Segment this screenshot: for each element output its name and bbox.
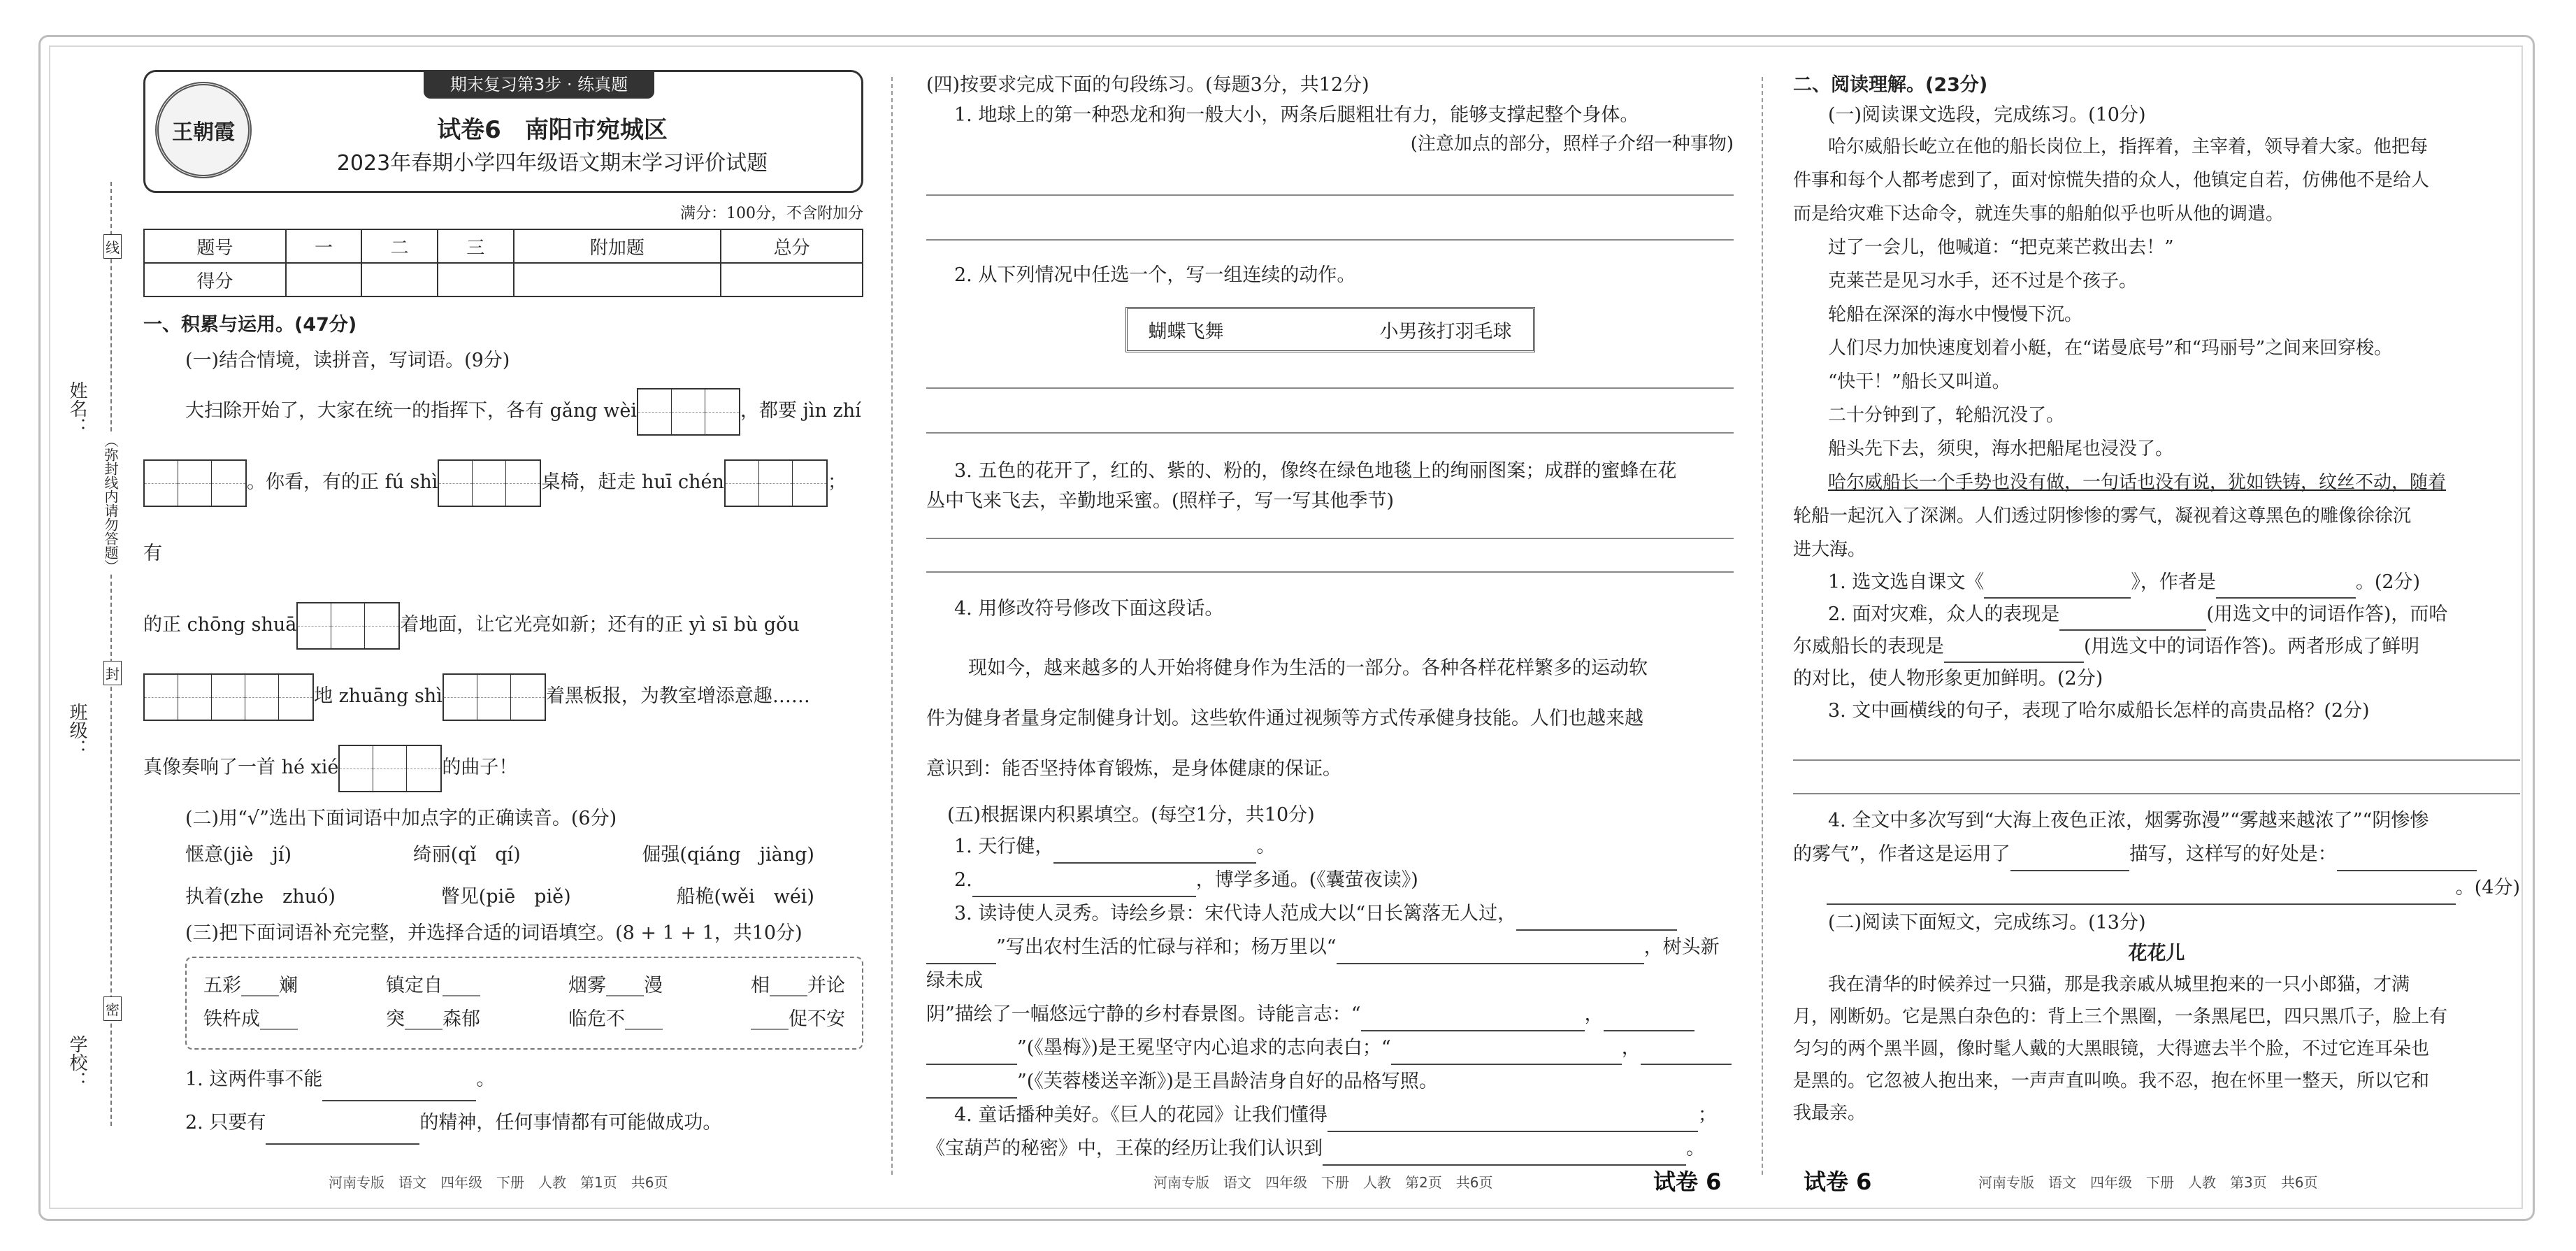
- question-text: 2. 只要有: [185, 1111, 266, 1134]
- part-2-title: (二)用“√”选出下面词语中加点字的正确读音。(6分): [185, 808, 617, 830]
- question-text: ，树头新绿未成: [926, 936, 1720, 992]
- action-options-box: [1125, 307, 1535, 352]
- question-text: 阴”描绘了一幅悠远宁静的乡村春景图。诗能言志：“: [926, 1003, 1361, 1025]
- pinyin-text: 真像奏响了一首 hé xié: [143, 757, 339, 779]
- question-text: (用选文中的词语作答)，而哈: [2206, 603, 2448, 626]
- score-header: 附加题: [514, 229, 721, 263]
- idiom-item[interactable]: ____促不安: [751, 1008, 845, 1031]
- score-header: 三: [438, 229, 514, 263]
- question-text: 。: [1256, 835, 1276, 857]
- question-text: ”写出农村生活的忙碌与祥和；杨万里以“: [996, 936, 1337, 958]
- brand-logo: [155, 82, 252, 178]
- question-text: 尔威船长的表现是: [1793, 636, 1944, 658]
- pinyin-text: 的曲子！: [442, 757, 518, 779]
- q4-1: 1. 地球上的第一种恐龙和狗一般大小，两条后腿粗壮有力，能够支撑起整个身体。: [954, 104, 1639, 127]
- q4-3-line1: 3. 五色的花开了，红的、紫的、粉的，像终在绿色地毯上的绚丽图案；成群的蜜蜂在花: [954, 460, 1677, 482]
- pinyin-text: ，都要 jìn zhí: [740, 400, 861, 422]
- answer-blank[interactable]: [1337, 963, 1644, 964]
- char-grid[interactable]: [296, 602, 400, 650]
- pinyin-text: 的正 chōng shuā: [143, 614, 297, 636]
- option-badminton[interactable]: 小男孩打羽毛球: [1379, 321, 1512, 343]
- question-text: 》，作者是: [2131, 571, 2216, 594]
- passage-line: 我最亲。: [1793, 1102, 1866, 1124]
- question-text: ，: [1621, 1036, 1641, 1059]
- section-2-title: 二、阅读理解。(23分): [1793, 74, 1988, 96]
- side-class-label: 班级：: [66, 703, 87, 757]
- pronunciation-item[interactable]: 绮丽(qǐ qí): [412, 843, 521, 866]
- footer-page-3: 河南专版 语文 四年级 下册 人教 第3页 共6页: [1978, 1174, 2318, 1191]
- reading-1-q3: 3. 文中画横线的句子，表现了哈尔威船长怎样的高贵品格？(2分): [1828, 700, 2370, 722]
- passage-line: 克莱芒是见习水手，还不过是个孩子。: [1828, 271, 2138, 292]
- edit-paragraph: [926, 643, 1734, 794]
- passage-line: 进大海。: [1793, 539, 1866, 561]
- score-cell[interactable]: [721, 263, 863, 296]
- idiom-question-2: [143, 1101, 863, 1145]
- passage-line: 匀匀的两个黑半圆，像时髦人戴的大黑眼镜，大得遮去半个脸，不过它连耳朵也: [1793, 1038, 2430, 1059]
- question-text: 1. 选文选自课文《: [1828, 571, 1985, 594]
- brand-logo-text: 王朝霞: [172, 120, 235, 145]
- q4-2: 2. 从下列情况中任选一个，写一组连续的动作。: [954, 264, 1356, 286]
- question-text: ；: [1697, 1103, 1717, 1126]
- edit-text: 件为健身者量身定制健身计划。这些软件通过视频等方式传承健身技能。人们也越来越: [926, 707, 1643, 729]
- question-text: 的雾气”，作者这是运用了: [1793, 843, 2010, 866]
- reading-2-heading: 花花儿: [2128, 942, 2185, 964]
- score-header: 一: [286, 229, 362, 263]
- score-cell[interactable]: [514, 263, 721, 296]
- exam-subtitle: 2023年春期小学四年级语文期末学习评价试题: [336, 151, 768, 176]
- column-2: [926, 70, 1734, 1168]
- answer-blank[interactable]: [1323, 1164, 1686, 1166]
- reading-1-passage: [1793, 130, 2520, 566]
- score-table: [143, 229, 863, 297]
- answer-blank[interactable]: [1641, 1064, 1732, 1065]
- passage-line: 月，刚断奶。它是黑白杂色的：背上三个黑圈，一条黑尾巴，四只黑爪子，脸上有: [1793, 1006, 2448, 1027]
- answer-line[interactable]: [926, 571, 1734, 573]
- section-1-title: 一、积累与运用。(47分): [143, 314, 357, 336]
- question-text: 的精神，任何事情都有可能做成功。: [419, 1111, 722, 1134]
- fill-q3: [926, 897, 1734, 1099]
- score-cell[interactable]: [361, 263, 438, 296]
- q4-4: 4. 用修改符号修改下面这段话。: [954, 597, 1224, 620]
- reading-1-q4: [1793, 804, 2520, 905]
- passage-line-underlined: 哈尔威船长一个手势也没有做，一句话也没有说，犹如铁铸，纹丝不动，随着: [1828, 472, 2447, 494]
- question-text: ，博学多通。(《囊萤夜读》): [1195, 868, 1418, 891]
- column-divider-1: [891, 77, 893, 1175]
- exam-title: 试卷6 南阳市宛城区: [437, 116, 668, 144]
- question-text: 1. 这两件事不能: [185, 1068, 323, 1090]
- score-cell[interactable]: [438, 263, 514, 296]
- passage-line: 轮船在深深的海水中慢慢下沉。: [1828, 304, 2083, 326]
- reading-1-title: (一)阅读课文选段，完成练习。(10分): [1828, 104, 2146, 127]
- side-feng: 封: [103, 661, 122, 685]
- passage-line: 件事和每个人都考虑到了，面对惊慌失措的众人，他镇定自若，仿佛他不是给人: [1793, 170, 2430, 192]
- footer-exam-tag-2: 试卷 6: [1653, 1168, 1722, 1195]
- char-grid[interactable]: [143, 673, 314, 721]
- column-1: [143, 70, 863, 1168]
- question-text: 。: [1686, 1137, 1705, 1159]
- part-5-title: (五)根据课内积累填空。(每空1分，共10分): [947, 803, 1315, 826]
- footer-page-1: 河南专版 语文 四年级 下册 人教 第1页 共6页: [329, 1174, 668, 1191]
- passage-line: 人们尽力加快速度划着小艇，在“诺曼底号”和“玛丽号”之间来回穿梭。: [1828, 338, 2393, 359]
- score-header: 总分: [721, 229, 863, 263]
- question-text: 描写，这样写的好处是：: [2129, 843, 2337, 866]
- binding-line: [110, 182, 112, 1126]
- idiom-item[interactable]: 五彩____斓: [203, 974, 298, 996]
- part-4-title: (四)按要求完成下面的句段练习。(每题3分，共12分): [926, 74, 1369, 96]
- idiom-item[interactable]: 铁杵成____: [203, 1008, 298, 1031]
- answer-line[interactable]: [1793, 793, 2520, 794]
- question-text: 。: [476, 1068, 496, 1090]
- q4-3-line2: 丛中飞来飞去，辛勤地采蜜。(照样子，写一写其他季节): [926, 490, 1395, 513]
- idiom-item[interactable]: 烟雾____漫: [568, 974, 663, 996]
- char-grid[interactable]: [724, 459, 828, 507]
- step-banner: 期末复习第3步 · 练真题: [424, 71, 654, 99]
- answer-line[interactable]: [926, 239, 1734, 241]
- answer-line[interactable]: [926, 387, 1734, 389]
- char-grid[interactable]: [143, 459, 247, 507]
- pronunciation-item[interactable]: 执着(zhe zhuó): [185, 885, 336, 908]
- pinyin-text: 着黑板报，为教室增添意趣……: [545, 685, 810, 708]
- column-3: [1793, 70, 2520, 1168]
- answer-blank[interactable]: [266, 1143, 419, 1145]
- option-butterfly[interactable]: 蝴蝶飞舞: [1148, 321, 1224, 343]
- full-score-note: 满分：100分，不含附加分: [680, 205, 863, 222]
- question-text: 1. 天行健，: [954, 835, 1054, 857]
- idiom-item[interactable]: 相____并论: [751, 974, 845, 996]
- side-mi: 密: [103, 996, 122, 1021]
- question-text: 4. 全文中多次写到“大海上夜色正浓，烟雾弥漫”“雾越来越浓了”“阴惨惨: [1828, 810, 2429, 832]
- passage-line: 过了一会儿，他喊道：“把克莱芒救出去！”: [1828, 237, 2174, 259]
- question-text: 的对比，使人物形象更加鲜明。(2分): [1793, 668, 2103, 690]
- pinyin-text: ；有: [143, 471, 847, 565]
- answer-blank[interactable]: [926, 963, 996, 964]
- question-text: ，: [1584, 1003, 1604, 1025]
- exam-header: [143, 70, 863, 193]
- answer-line[interactable]: [926, 538, 1734, 539]
- idiom-item[interactable]: 镇定自____: [386, 974, 480, 996]
- score-header: 题号: [144, 229, 286, 263]
- idiom-box: [185, 957, 863, 1050]
- footer-page-2: 河南专版 语文 四年级 下册 人教 第2页 共6页: [1153, 1174, 1493, 1191]
- passage-line: 而是给灾难下达命令，就连失事的船舶似乎也听从他的调遣。: [1793, 203, 2284, 225]
- question-text: 2. 面对灾难，众人的表现是: [1828, 603, 2060, 626]
- passage-line: 哈尔威船长屹立在他的船长岗位上，指挥着，主宰着，领导着大家。他把每: [1828, 136, 2429, 158]
- score-cell[interactable]: [286, 263, 362, 296]
- char-grid[interactable]: [442, 673, 546, 721]
- idiom-question-1: [143, 1058, 863, 1101]
- question-text: 3. 读诗使人灵秀。诗绘乡景：宋代诗人范成大以“日长篱落无人过，: [954, 902, 1517, 924]
- char-grid[interactable]: [438, 459, 541, 507]
- part-1-title: (一)结合情境，读拼音，写词语。(9分): [185, 350, 510, 372]
- question-text: 4. 童话播种美好。《巨人的花园》让我们懂得: [954, 1103, 1327, 1126]
- passage-line: [1793, 499, 2520, 533]
- answer-blank[interactable]: [1827, 903, 2456, 905]
- passage-line: 我在清华的时候养过一只猫，那是我亲戚从城里抱来的一只小郎猫，才满: [1828, 973, 2410, 995]
- footer-exam-tag-3: 试卷 6: [1804, 1168, 1872, 1195]
- column-divider-2: [1762, 77, 1763, 1175]
- pronunciation-item[interactable]: 倔强(qiáng jiàng): [642, 843, 814, 866]
- question-text: 。(2分): [2355, 571, 2421, 594]
- pinyin-text: 大扫除开始了，大家在统一的指挥下，各有 gǎng wèi: [185, 400, 637, 422]
- pronunciation-rows: [143, 834, 863, 918]
- score-header: 二: [361, 229, 438, 263]
- side-name-label: 姓名：: [66, 381, 87, 436]
- q4-1-note: (注意加点的部分，照样子介绍一种事物): [1410, 134, 1734, 155]
- pronunciation-item[interactable]: 惬意(jiè jí): [185, 843, 292, 866]
- side-xian: 线: [103, 234, 122, 259]
- idiom-item[interactable]: 突____森郁: [386, 1008, 480, 1031]
- question-text: (用选文中的词语作答)。两者形成了鲜明: [2084, 636, 2420, 658]
- question-text: 2.: [954, 868, 972, 891]
- side-school-label: 学校：: [66, 1035, 87, 1089]
- question-text: 《宝葫芦的秘密》中，王葆的经历让我们认识到: [926, 1137, 1323, 1159]
- reading-2-passage: [1793, 968, 2520, 1129]
- pinyin-text: 。你看，有的正 fú shì: [247, 471, 438, 494]
- answer-line[interactable]: [926, 432, 1734, 434]
- passage-line: 二十分钟到了，轮船沉没了。: [1828, 405, 2065, 427]
- edit-text: 现如今，越来越多的人开始将健身作为生活的一部分。各种各样花样繁多的运动软: [968, 657, 1648, 679]
- passage-line: 是黑的。它忽被人抱出来，一声声直叫唤。我不忍，抱在怀里一整天，所以它和: [1793, 1070, 2430, 1092]
- reading-2-title: (二)阅读下面短文，完成练习。(13分): [1828, 912, 2146, 934]
- passage-line: 船头先下去，须臾，海水把船尾也浸没了。: [1828, 438, 2174, 460]
- score-row-label: 得分: [144, 263, 286, 296]
- char-grid[interactable]: [338, 745, 442, 792]
- pinyin-text: 桌椅，赶走 huī chén: [541, 471, 724, 494]
- pinyin-text: 地 zhuāng shì: [314, 685, 442, 708]
- pronunciation-item[interactable]: 船桅(wěi wéi): [676, 885, 814, 908]
- char-grid[interactable]: [637, 388, 740, 436]
- answer-line[interactable]: [926, 194, 1734, 196]
- side-seal-note: （弥封线内请勿答题）: [101, 434, 121, 573]
- fill-q2: [926, 864, 1734, 897]
- idiom-item[interactable]: 临危不____: [568, 1008, 663, 1031]
- question-text: 。(4分): [2455, 877, 2520, 899]
- question-text: ”(《墨梅》)是王冕坚守内心追求的志向表白；“: [1017, 1036, 1391, 1059]
- part-3-title: (三)把下面词语补充完整，并选择合适的词语填空。(8 + 1 + 1，共10分): [185, 922, 803, 944]
- fill-q1: [926, 830, 1734, 864]
- pinyin-text: 着地面，让它光亮如新；还有的正 yì sī bù gǒu: [400, 614, 800, 636]
- passage-text: 轮船一起沉入了深渊。人们透过阴惨惨的雾气，凝视着这尊黑色的雕像徐徐沉: [1793, 506, 2412, 527]
- fill-q4: [926, 1099, 1734, 1166]
- edit-text: 意识到：能否坚持体育锻炼，是身体健康的保证。: [926, 757, 1341, 780]
- reading-1-q2: [1793, 599, 2520, 695]
- answer-line[interactable]: [1793, 759, 2520, 761]
- passage-line: “快干！”船长又叫道。: [1828, 371, 2010, 393]
- reading-1-q1: [1793, 566, 2520, 599]
- question-text: ”(《芙蓉楼送辛渐》)是王昌龄洁身自好的品格写照。: [1017, 1070, 1438, 1092]
- pronunciation-item[interactable]: 瞥见(piē piě): [440, 885, 571, 908]
- pinyin-paragraph: [143, 376, 863, 803]
